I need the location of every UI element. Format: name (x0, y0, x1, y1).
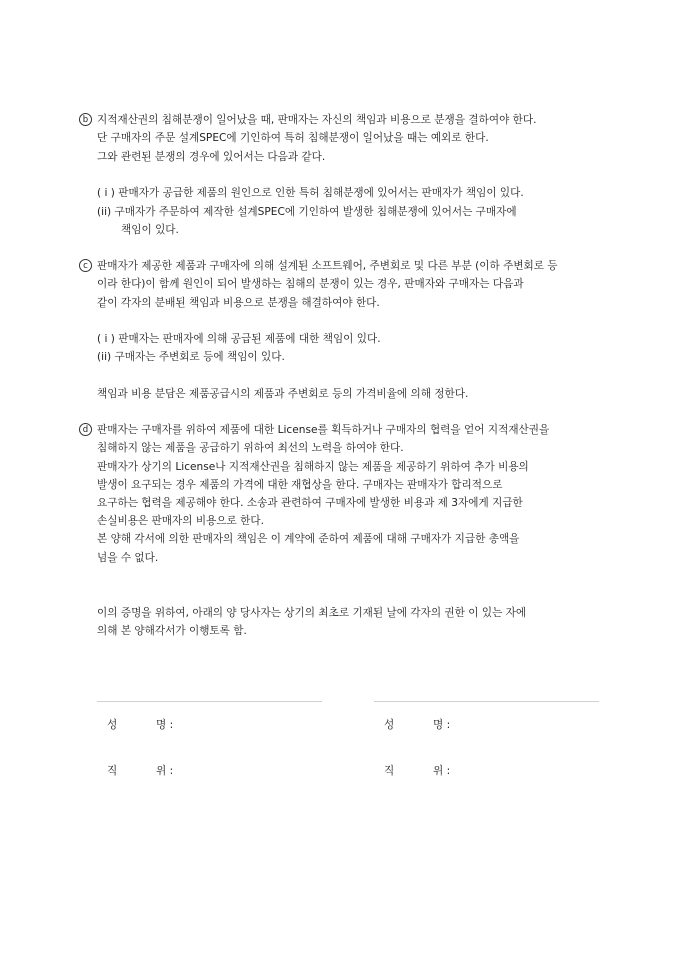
section-c-item-2: (ii) 구매자는 주변회로 등에 책임이 있다. (97, 351, 285, 363)
section-b-item-2-cont: 책임이 있다. (121, 224, 179, 236)
section-d-line-2: 침해하지 않는 제품을 공급하기 위하여 최선의 노력을 하여야 한다. (97, 442, 404, 454)
section-b-line-3: 그와 관련된 분쟁의 경우에 있어서는 다음과 같다. (97, 151, 326, 163)
section-c-note: 책임과 비용 분담은 제품공급시의 제품과 주변회로 등의 가격비율에 의해 정한다. (97, 388, 469, 400)
section-d-line-8: 넘을 수 없다. (97, 552, 159, 564)
section-d-line-5: 요구하는 협력을 제공해야 한다. 소송과 관련하여 구매자에 발생한 비용과 제 3자에게 지급한 (97, 497, 523, 509)
section-b-item-1: ( i ) 판매자가 공급한 제품의 원인으로 인한 특허 침해분쟁에 있어서는 판매자가 책임이 있다. (97, 187, 524, 199)
section-c-line-3: 같이 각자의 분배된 책임과 비용으로 분쟁을 해결하여야 한다. (97, 297, 380, 309)
left-title-label-2: 위 : (156, 765, 174, 777)
section-d-line-4: 발생이 요구되는 경우 제품의 가격에 대한 재협상을 한다. 구매자는 판매자가 합리적으로 (97, 479, 503, 491)
section-marker-b: b (79, 113, 92, 126)
section-marker-c: c (79, 259, 92, 272)
section-d-line-3: 판매자가 상기의 License나 지적재산권을 침해하지 않는 제품을 제공하기 위하여 추가 비용의 (97, 461, 529, 473)
right-name-label-2: 명 : (433, 719, 451, 731)
closing-line-2: 의해 본 양해각서가 이행토록 함. (97, 625, 247, 637)
right-title-label-1: 직 (384, 765, 395, 777)
section-c-item-1: ( i ) 판매자는 판매자에 의해 공급된 제품에 대한 책임이 있다. (97, 333, 381, 345)
right-name-label-1: 성 (384, 719, 395, 731)
left-name-label-1: 성 (107, 719, 118, 731)
signature-rule-right (374, 701, 599, 702)
right-title-label-2: 위 : (433, 765, 451, 777)
closing-line-1: 이의 증명을 위하여, 아래의 양 당사자는 상기의 최초로 기재된 날에 각자의 권한 이 있는 자에 (97, 607, 527, 619)
left-name-label-2: 명 : (156, 719, 174, 731)
section-c-line-1: 판매자가 제공한 제품과 구매자에 의해 설계된 소프트웨어, 주변회로 및 다른 부분 (이하 주변회로 등 (97, 260, 558, 272)
section-c-line-2: 이라 한다)이 함께 원인이 되어 발생하는 침해의 분쟁이 있는 경우, 판매자와 구매자는 다음과 (97, 278, 524, 290)
section-b-line-1: 지적재산권의 침해분쟁이 일어났을 때, 판매자는 자신의 책임과 비용으로 분쟁을 결하여야 한다. (97, 114, 537, 126)
section-b-item-2: (ii) 구매자가 주문하여 제작한 설계SPEC에 기인하여 발생한 침해분쟁에 있어서는 구매자에 (97, 206, 517, 218)
signature-rule-left (97, 701, 322, 702)
section-d-line-1: 판매자는 구매자를 위하여 제품에 대한 License를 획득하거나 구매자의 협력을 얻어 지적재산권을 (97, 424, 550, 436)
left-title-label-1: 직 (107, 765, 118, 777)
section-d-line-7: 본 양해 각서에 의한 판매자의 책임은 이 계약에 준하여 제품에 대해 구매자가 지급한 총액을 (97, 533, 520, 545)
section-marker-d: d (79, 423, 92, 436)
section-d-line-6: 손실비용은 판매자의 비용으로 한다. (97, 515, 264, 527)
section-b-line-2: 단 구매자의 주문 설계SPEC에 기인하여 특허 침해분쟁이 일어났을 때는 예외로 한다. (97, 132, 489, 144)
